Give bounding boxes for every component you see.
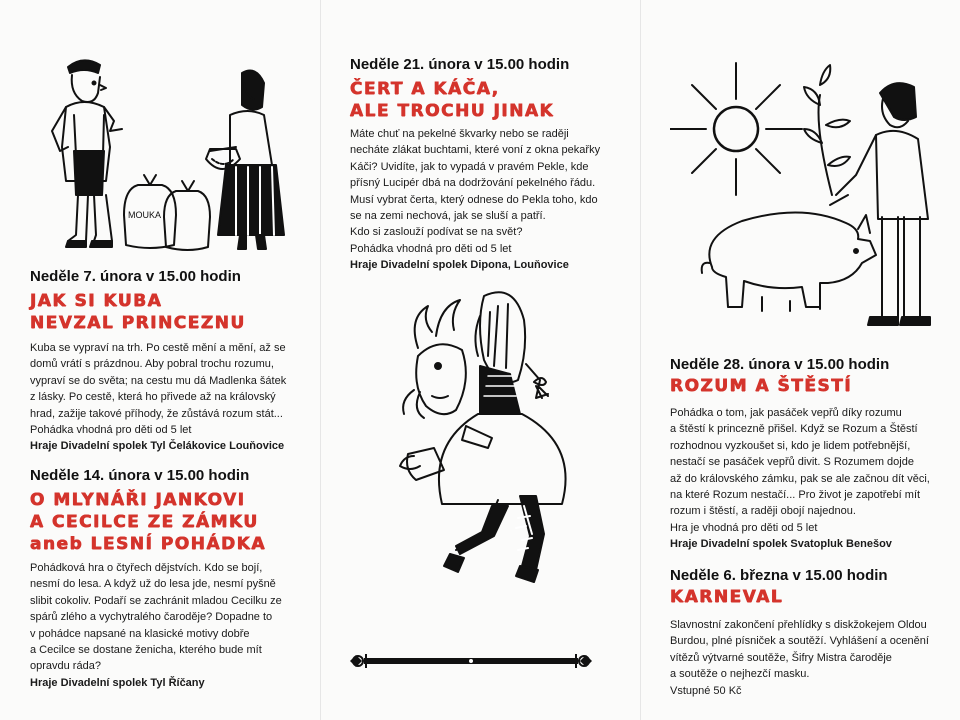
description-line: až do královského zámku, pak se ale začnou dít věci, (670, 472, 930, 485)
description-line: Pohádka vhodná pro děti od 5 let (350, 242, 512, 255)
event-title (670, 586, 783, 608)
description-line: necháte zlákat buchtami, které voní z okna pekařky (350, 144, 601, 157)
right-panel (640, 0, 960, 720)
description-line: v pohádce napsané na klasické motivy dobře (30, 627, 250, 640)
description-line: vypraví se do světa; na cestu mu dá Madlenka šátek (30, 374, 287, 387)
description-line: domů vrátí s prázdnou. Aby pobral trochu rozumu, (30, 358, 274, 371)
pig-figure (702, 212, 876, 311)
description-line: a štěstí k princezně přišel. Když se Rozum a Štěstí (670, 423, 918, 436)
event-description (350, 126, 600, 274)
event-date: Neděle 6. března v 15.00 hodin (670, 567, 888, 584)
event-title (350, 78, 554, 122)
event-title-line: ROZUM A ŠTĚSTÍ (670, 376, 853, 396)
event-date: Neděle 21. února v 15.00 hodin (350, 56, 570, 73)
event-date: Neděle 28. února v 15.00 hodin (670, 356, 890, 373)
event-date: Neděle 14. února v 15.00 hodin (30, 467, 250, 484)
description-line: Káči? Uvidíte, jak to vypadá v pravém Pekle, kde (350, 160, 589, 173)
event-title-line: aneb LESNÍ POHÁDKA (30, 534, 267, 554)
event-description (30, 340, 286, 455)
description-line: Burdou, plné písniček a soutěží. Vyhlášení a ocenění (670, 635, 929, 648)
event-credit: Hraje Divadelní spolek Tyl Říčany (30, 676, 205, 689)
description-line: opravdu ráda? (30, 660, 101, 673)
description-line: rozhodnou vyzkoušet si, kdo je lidem potřebnější, (670, 439, 911, 452)
description-line: Pohádka vhodná pro děti od 5 let (30, 424, 192, 437)
madlenka-figure (206, 71, 284, 249)
event-title-line: O MLYNÁŘI JANKOVI (30, 490, 246, 510)
description-line: přísný Lucipér dbá na dodržování pekelného řádu. (350, 177, 596, 190)
kuba-madlenka-illustration (30, 55, 310, 260)
description-line: a Cecilce se dostane ženicha, kterého bude mít (30, 644, 262, 657)
description-line: Pohádková hra o čtyřech dějstvích. Kdo se bojí, (30, 562, 263, 574)
description-line: nesmí do lesa. A když už do lesa jde, nesmí pyšně (30, 578, 276, 591)
event-title (670, 375, 852, 397)
event-description (670, 405, 930, 553)
description-line: Vstupné 50 Kč (670, 684, 742, 697)
left-panel (0, 0, 320, 720)
event-description (670, 617, 929, 699)
description-line: Pohádka o tom, jak pasáček vepřů díky rozumu (670, 407, 902, 419)
event-credit: Hraje Divadelní spolek Dipona, Louňovice (350, 259, 569, 272)
description-line: vítězů výtvarné soutěže, Šifry Mistra čaroděje (670, 651, 892, 664)
description-line: Hra je vhodná pro děti od 5 let (670, 521, 818, 534)
description-line: Máte chuť na pekelné škvarky nebo se raději (350, 128, 569, 140)
devil-figure (400, 300, 492, 480)
event-credit: Hraje Divadelní spolek Svatopluk Benešov (670, 538, 892, 551)
description-line: nestačí se pasáček vepřů divit. S Rozumem dojde (670, 456, 914, 469)
event-title-line: ČERT A KÁČA, (350, 79, 500, 99)
description-line: slibit cokoliv. Podaří se zachránit mladou Cecilku ze (30, 594, 282, 607)
description-line: Musí vybrat čerta, který odnese do Pekla toho, kdo (350, 193, 598, 206)
description-line: Kuba se vypraví na trh. Po cestě mění a mění, až se (30, 342, 286, 354)
devil-and-kaca-illustration (380, 286, 590, 616)
event-title-line: NEVZAL PRINCEZNU (30, 313, 246, 333)
kuba-figure (52, 60, 122, 247)
description-line: Kdo si zaslouží podívat se na svět? (350, 226, 523, 239)
event-title (30, 290, 246, 334)
description-line: na které Rozum nestačí... Pro život je zapotřebí mít (670, 489, 921, 502)
ornament-divider-icon (348, 650, 594, 672)
sack-label: MOUKA (128, 210, 162, 220)
description-line: a soutěže o nejhezčí masku. (670, 668, 810, 681)
event-credit: Hraje Divadelní spolek Tyl Čelákovice Louňovice (30, 440, 285, 453)
description-line: rozum i štěstí, a raději obojí najednou. (670, 505, 856, 518)
description-line: se na zemi nechová, jak se sluší a patří. (350, 210, 546, 223)
sun-icon (670, 63, 802, 195)
event-title-line: JAK SI KUBA (30, 291, 163, 311)
middle-panel (320, 0, 640, 720)
event-date: Neděle 7. února v 15.00 hodin (30, 268, 241, 285)
event-title-line: KARNEVAL (670, 587, 784, 607)
description-line: spárů zlého a vychytralého čaroděje? Dopadne to (30, 611, 273, 624)
event-title-line: A CECILCE ZE ZÁMKU (30, 512, 259, 532)
pig-and-shepherd-illustration (670, 55, 950, 345)
description-line: z lásky. Po cestě, která ho přivede až na královský (30, 391, 276, 404)
description-line: Slavnostní zakončení přehlídky s diskžokejem Oldou (670, 619, 927, 631)
description-line: hrad, zažije takové příhody, že zůstává rozum stát... (30, 407, 283, 420)
event-description (30, 560, 282, 691)
event-title (30, 489, 266, 555)
shepherd-figure (804, 65, 930, 325)
event-title-line: ALE TROCHU JINAK (350, 101, 555, 121)
kaca-figure (439, 292, 566, 582)
